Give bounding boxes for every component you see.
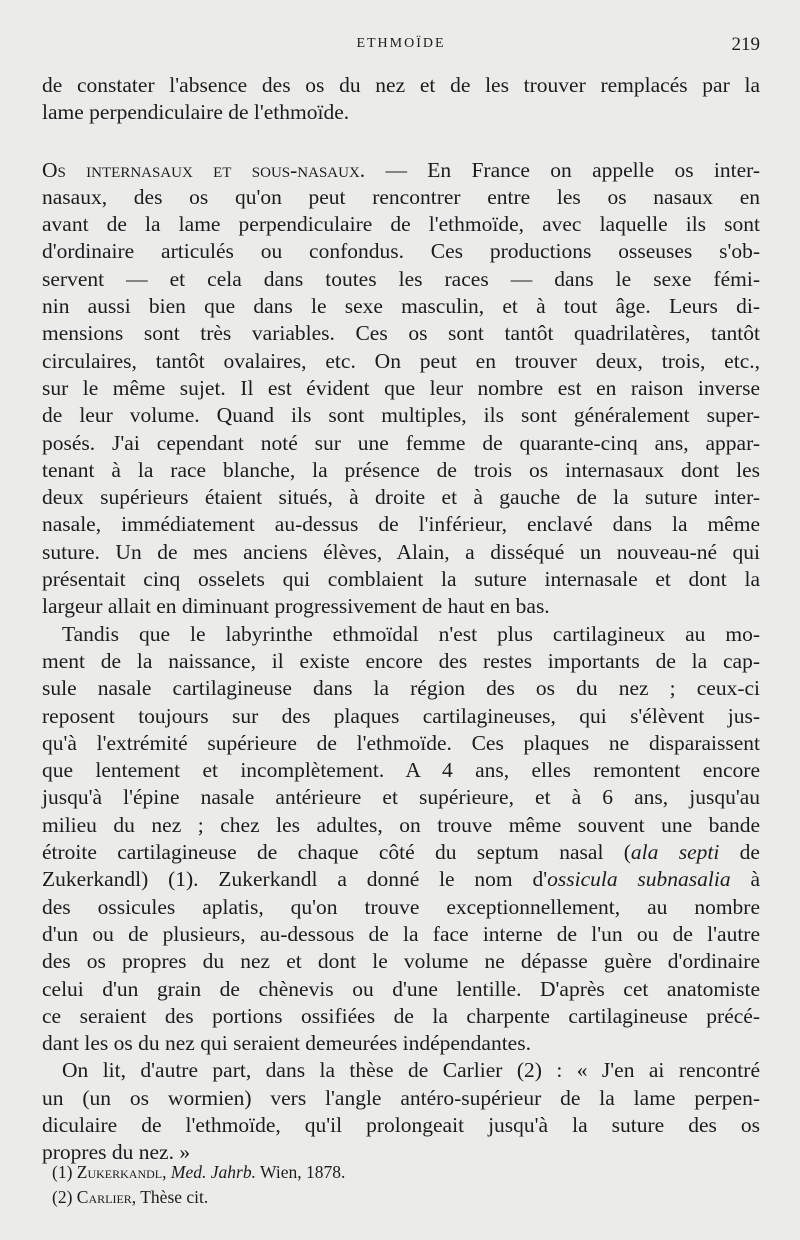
footnote-journal: Med. Jahrb. — [170, 1162, 256, 1182]
italic-term: ossicula subnasalia — [547, 867, 731, 892]
text-line: deux supérieurs étaient situés, à droite et à gauche de la suture inter- — [42, 485, 760, 510]
text-line-ossicula — [42, 866, 760, 893]
text-line: nin aussi bien que dans le sexe masculin, et à tout âge. Leurs di- — [42, 294, 760, 319]
text-line: présentait cinq osselets qui comblaient la suture internasale et dont la — [42, 567, 760, 592]
text-line: largeur allait en diminuant progressivement de haut en bas. — [42, 594, 550, 619]
text-line: On lit, d'autre part, dans la thèse de Carlier (2) : « J'en ai rencontré — [62, 1058, 760, 1083]
text-line: tenant à la race blanche, la présence de trois os internasaux dont les — [42, 457, 760, 482]
text-line: celui d'un grain de chènevis ou d'une lentille. D'après cet anatomiste — [42, 976, 760, 1001]
section-heading: Os internasaux et sous-nasaux. — [42, 157, 366, 182]
text-line: avant de la lame perpendiculaire de l'ethmoïde, avec laquelle ils sont — [42, 212, 760, 237]
text-line: des ossicules aplatis, qu'on trouve exceptionnellement, au nombre — [42, 894, 760, 919]
text-line: diculaire de l'ethmoïde, qu'il prolongeait jusqu'à la suture des os — [42, 1112, 760, 1137]
footnotes — [52, 1160, 752, 1210]
text-line: sule nasale cartilagineuse dans la région des os du nez ; ceux-ci — [42, 676, 760, 701]
footnote-number: (2) — [52, 1187, 77, 1207]
text-line: d'un ou de plusieurs, au-dessous de la face interne de l'un ou de l'autre — [42, 921, 760, 946]
text-line: nasaux, des os qu'on peut rencontrer entre les os nasaux en — [42, 184, 760, 209]
running-head — [42, 34, 760, 58]
text-fragment: de — [719, 840, 760, 865]
text-line: de constater l'absence des os du nez et de les trouver remplacés par la — [42, 73, 760, 97]
text-line: sur le même sujet. Il est évident que leur nombre est en raison inverse — [42, 375, 760, 400]
text-line: ce seraient des portions ossifiées de la charpente cartilagineuse précé- — [42, 1003, 760, 1028]
text-fragment: à — [730, 867, 761, 892]
text-line: lame perpendiculaire de l'ethmoïde. — [42, 100, 350, 125]
text-fragment: étroite cartilagineuse de chaque côté du septum nasal ( — [42, 840, 631, 865]
text-line: suture. Un de mes anciens élèves, Alain, a disséqué un nouveau-né qui — [42, 539, 760, 564]
text-line: dant les os du nez qui seraient demeurées indépendantes. — [42, 1031, 531, 1056]
text-line: qu'à l'extrémité supérieure de l'ethmoïde. Ces plaques ne disparaissent — [42, 730, 760, 755]
text-line: Tandis que le labyrinthe ethmoïdal n'est plus cartilagineux au mo- — [62, 621, 760, 646]
paragraph-gap — [42, 127, 760, 157]
text-line: ment de la naissance, il existe encore des restes importants de la cap- — [42, 648, 760, 673]
text-line: un (un os wormien) vers l'angle antéro-supérieur de la lame perpen- — [42, 1085, 760, 1110]
footnote-number: (1) — [52, 1162, 77, 1182]
text-line: nasale, immédiatement au-dessus de l'inférieur, enclavé dans la même — [42, 512, 760, 537]
text-line-ala-septi — [42, 839, 760, 866]
text-line: circulaires, tantôt ovalaires, etc. On peut en trouver deux, trois, etc., — [42, 348, 760, 373]
footnote-2 — [52, 1185, 752, 1210]
running-title: ETHMOÏDE — [356, 36, 446, 51]
text-line: que lentement et incomplètement. A 4 ans, elles remontent encore — [42, 758, 760, 783]
text-line: posés. J'ai cependant noté sur une femme de quarante-cinq ans, appar- — [42, 430, 760, 455]
section-first-line — [42, 157, 760, 184]
text-line: jusqu'à l'épine nasale antérieure et supérieure, et à 6 ans, jusqu'au — [42, 785, 760, 810]
footnote-1 — [52, 1160, 752, 1185]
text-line: d'ordinaire articulés ou confondus. Ces productions osseuses s'ob- — [42, 239, 760, 264]
text-line: mensions sont très variables. Ces os sont tantôt quadrilatères, tantôt — [42, 321, 760, 346]
text-fragment: — En France on appelle os inter- — [365, 157, 761, 182]
text-line: de leur volume. Quand ils sont multiples, ils sont généralement super- — [42, 403, 760, 428]
text-fragment: Zukerkandl) (1). Zukerkandl a donné le nom d' — [42, 867, 548, 892]
text-line: propres du nez. » — [42, 1140, 191, 1165]
text-line: des os propres du nez et dont le volume ne dépasse guère d'ordinaire — [42, 949, 760, 974]
footnote-author: Zukerkandl, — [76, 1162, 167, 1182]
page-number: 219 — [731, 34, 760, 55]
text-line: reposent toujours sur des plaques cartilagineuses, qui s'élèvent jus- — [42, 703, 760, 728]
footnote-text: Wien, 1878. — [255, 1162, 346, 1182]
footnote-author: Carlier, — [76, 1187, 137, 1207]
footnote-text: Thèse cit. — [136, 1187, 209, 1207]
body-text — [42, 72, 760, 1167]
text-line: milieu du nez ; chez les adultes, on trouve même souvent une bande — [42, 812, 760, 837]
text-line: servent — et cela dans toutes les races — dans le sexe fémi- — [42, 266, 760, 291]
italic-term: ala septi — [630, 840, 720, 865]
